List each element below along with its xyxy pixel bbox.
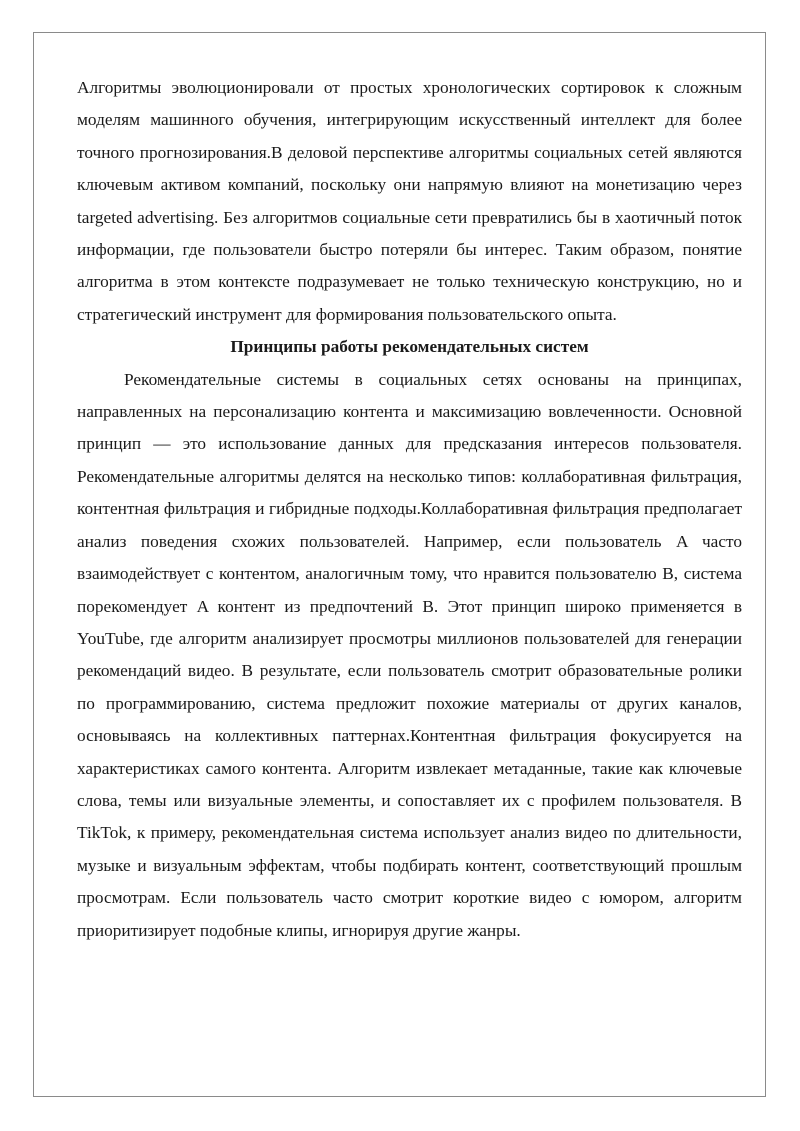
document-body <box>77 72 742 947</box>
intro-paragraph: Алгоритмы эволюционировали от простых хронологических сортировок к сложным моделям машинного обучения, интегрирующим искусственный интеллект для более точного прогнозирования.В деловой перспективе алгоритмы социальных сетей являются ключевым активом компаний, поскольку они напрямую влияют на монетизацию через targeted advertising. Без алгоритмов социальные сети превратились бы в хаотичный поток информации, где пользователи быстро потеряли бы интерес. Таким образом, понятие алгоритма в этом контексте подразумевает не только техническую конструкцию, но и стратегический инструмент для формирования пользовательского опыта. <box>77 78 742 324</box>
section-heading: Принципы работы рекомендательных систем <box>230 337 589 357</box>
section-paragraph: Рекомендательные системы в социальных сетях основаны на принципах, направленных на персонализацию контента и максимизацию вовлеченности. Основной принцип — это использование данных для предсказания интересов пользователя. Рекомендательные алгоритмы делятся на несколько типов: коллаборативная фильтрация, контентная фильтрация и гибридные подходы.Коллаборативная фильтрация предполагает анализ поведения схожих пользователей. Например, если пользователь A часто взаимодействует с контентом, аналогичным тому, что нравится пользователю B, система порекомендует A контент из предпочтений B. Этот принцип широко применяется в YouTube, где алгоритм анализирует просмотры миллионов пользователей для генерации рекомендаций видео. В результате, если пользователь смотрит образовательные ролики по программированию, система предложит похожие материалы от других каналов, основываясь на коллективных паттернах.Контентная фильтрация фокусируется на характеристиках самого контента. Алгоритм извлекает метаданные, такие как ключевые слова, темы или визуальные элементы, и сопоставляет их с профилем пользователя. В TikTok, к примеру, рекомендательная система использует анализ видео по длительности, музыке и визуальным эффектам, чтобы подбирать контент, соответствующий прошлым просмотрам. Если пользователь часто смотрит короткие видео с юмором, алгоритм приоритизирует подобные клипы, игнорируя другие жанры. <box>77 369 742 940</box>
